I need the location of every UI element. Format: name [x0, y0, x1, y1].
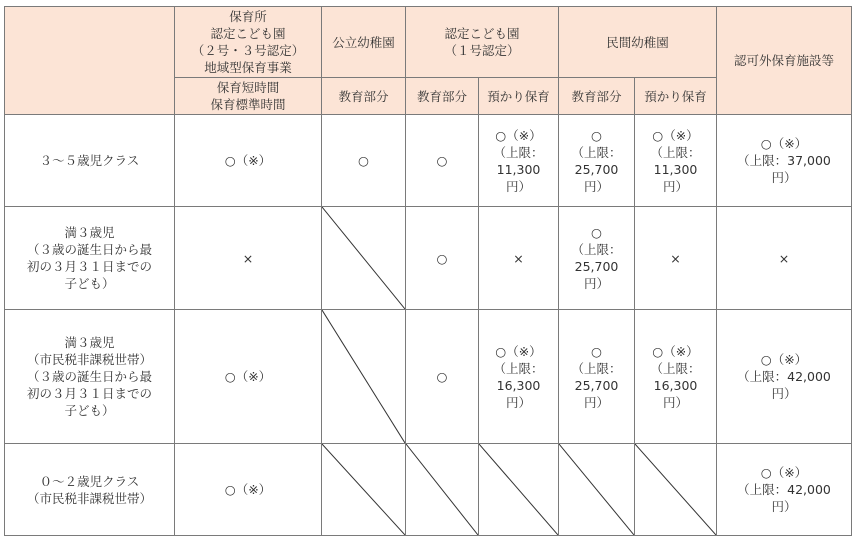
- cell-line: 円）: [505, 178, 531, 194]
- cell-line: （上限：: [650, 360, 701, 376]
- table-row: [5, 310, 852, 444]
- row-label: [5, 115, 175, 207]
- cell-nintei-kyoiku: [406, 207, 479, 310]
- cell-line: 25,700: [574, 377, 619, 393]
- cell-line: ３～５歳児クラス: [39, 153, 140, 168]
- cell-nintei-azukari: [479, 115, 559, 207]
- header-azukari-minkan: 預かり保育: [635, 78, 717, 115]
- cell-line: 16,300: [653, 377, 698, 393]
- cell-line: （市民税非課税世帯）: [26, 490, 152, 506]
- row-label: [5, 207, 175, 310]
- cell-ninkagai: [717, 207, 852, 310]
- cell-line: ○: [358, 153, 369, 168]
- cell-line: ×: [670, 250, 681, 266]
- cell-line: （上限：: [650, 144, 701, 160]
- cell-line: 円）: [583, 276, 609, 291]
- cell-minkan-azukari: [635, 115, 717, 207]
- cell-koritsu: [322, 115, 406, 207]
- cell-line: （上限：42,000: [737, 369, 831, 384]
- cell-line: ×: [513, 250, 524, 266]
- header-koritsu: 公立幼稚園: [322, 7, 406, 78]
- cell-line: ○（※）: [495, 127, 542, 143]
- corner-header-cell: [5, 7, 175, 115]
- cell-line: （上限：42,000: [737, 482, 831, 497]
- cell-line: 満３歳児: [64, 225, 115, 240]
- cell-line: ○（※）: [224, 153, 272, 168]
- cell-line: 子ども）: [64, 276, 115, 291]
- cell-line: （上限：: [571, 360, 622, 376]
- cell-line: （３歳の誕生日から最: [26, 369, 152, 384]
- cell-line: （上限：: [493, 360, 544, 376]
- cell-line: 25,700: [574, 259, 619, 274]
- cell-hoikusho: [175, 207, 322, 310]
- cell-line: ○（※）: [760, 352, 808, 367]
- header-hoikusho-sub: [175, 78, 322, 115]
- header-minkan: 民間幼稚園: [559, 7, 717, 78]
- cell-line: ○（※）: [224, 482, 272, 497]
- cell-line: 円）: [771, 499, 797, 514]
- cell-line: 初の３月３１日までの: [26, 386, 152, 401]
- header-kyoiku-koritsu: 教育部分: [322, 78, 406, 115]
- header-text-line: 地域型保育事業: [204, 60, 292, 75]
- cell-line: 円）: [662, 394, 688, 410]
- cell-line: （３歳の誕生日から最: [26, 242, 152, 257]
- cell-minkan-azukari: [635, 310, 717, 444]
- header-kyoiku-minkan: 教育部分: [559, 78, 635, 115]
- cell-minkan-kyoiku: [559, 310, 635, 444]
- header-text-line: 認定こども園: [210, 26, 286, 41]
- cell-line: ×: [242, 250, 254, 266]
- cell-line: 11,300: [496, 161, 541, 177]
- cell-ninkagai: [717, 444, 852, 536]
- cell-line: （市民税非課税世帯）: [26, 352, 152, 367]
- cell-line: 円）: [662, 178, 688, 194]
- cell-ninkagai: [717, 115, 852, 207]
- cell-line: ○（※）: [224, 369, 272, 384]
- cell-hoikusho: [175, 310, 322, 444]
- cell-line: ○（※）: [760, 136, 808, 151]
- cell-hoikusho: [175, 115, 322, 207]
- cell-nintei-kyoiku: [406, 115, 479, 207]
- cell-minkan-azukari: [635, 207, 717, 310]
- row-label: [5, 310, 175, 444]
- cell-line: 16,300: [496, 377, 541, 393]
- cell-line: 円）: [771, 386, 797, 401]
- cell-line: 11,300: [653, 161, 698, 177]
- diagonal-empty-cell: [406, 444, 479, 536]
- cell-line: ○（※）: [652, 127, 699, 143]
- cell-line: 円）: [583, 178, 609, 194]
- header-azukari-nintei: 預かり保育: [479, 78, 559, 115]
- cell-line: ○: [591, 127, 602, 143]
- table-row: [5, 207, 852, 310]
- cell-line: ○（※）: [652, 343, 699, 359]
- diagonal-empty-cell: [322, 444, 406, 536]
- cell-nintei-azukari: [479, 207, 559, 310]
- header-text-line: 保育短時間: [216, 80, 280, 95]
- table-row: [5, 115, 852, 207]
- cell-line: 円）: [583, 394, 609, 410]
- cell-line: ×: [778, 250, 790, 266]
- cell-line: 満３歳児: [64, 335, 115, 350]
- subsidy-table: [4, 6, 852, 536]
- cell-nintei-azukari: [479, 310, 559, 444]
- cell-line: （上限：: [493, 144, 544, 160]
- cell-line: （上限：: [571, 242, 622, 257]
- cell-hoikusho: [175, 444, 322, 536]
- diagonal-empty-cell: [479, 444, 559, 536]
- diagonal-empty-cell: [322, 310, 406, 444]
- cell-line: ○（※）: [495, 343, 542, 359]
- header-hoikusho: [175, 7, 322, 78]
- header-kyoiku-nintei: 教育部分: [406, 78, 479, 115]
- cell-line: ○（※）: [760, 465, 808, 480]
- cell-line: 初の３月３１日までの: [26, 259, 152, 274]
- cell-line: 円）: [771, 170, 797, 185]
- cell-line: 子ども）: [64, 403, 115, 418]
- cell-line: （上限：37,000: [737, 153, 831, 168]
- header-text-line: 保育所: [229, 9, 267, 24]
- header-nintei: [406, 7, 559, 78]
- cell-nintei-kyoiku: [406, 310, 479, 444]
- cell-line: ○: [436, 153, 448, 168]
- row-label: [5, 444, 175, 536]
- cell-line: ○: [591, 343, 602, 359]
- cell-line: 25,700: [574, 161, 619, 177]
- header-text-line: （１号認定）: [444, 43, 520, 58]
- cell-line: 円）: [505, 394, 531, 410]
- cell-line: ０～２歳児クラス: [39, 473, 140, 489]
- cell-line: （上限：: [571, 144, 622, 160]
- cell-line: ○: [436, 369, 448, 384]
- table-row: [5, 444, 852, 536]
- header-text-line: 認定こども園: [444, 26, 520, 41]
- cell-minkan-kyoiku: [559, 207, 635, 310]
- cell-ninkagai: [717, 310, 852, 444]
- cell-line: ○: [591, 225, 602, 240]
- cell-minkan-kyoiku: [559, 115, 635, 207]
- header-text-line: （２号・３号認定）: [191, 43, 305, 58]
- diagonal-empty-cell: [635, 444, 717, 536]
- diagonal-empty-cell: [322, 207, 406, 310]
- header-text-line: 保育標準時間: [210, 97, 286, 112]
- cell-line: ○: [436, 250, 448, 266]
- diagonal-empty-cell: [559, 444, 635, 536]
- header-ninkagai: 認可外保育施設等: [717, 7, 852, 115]
